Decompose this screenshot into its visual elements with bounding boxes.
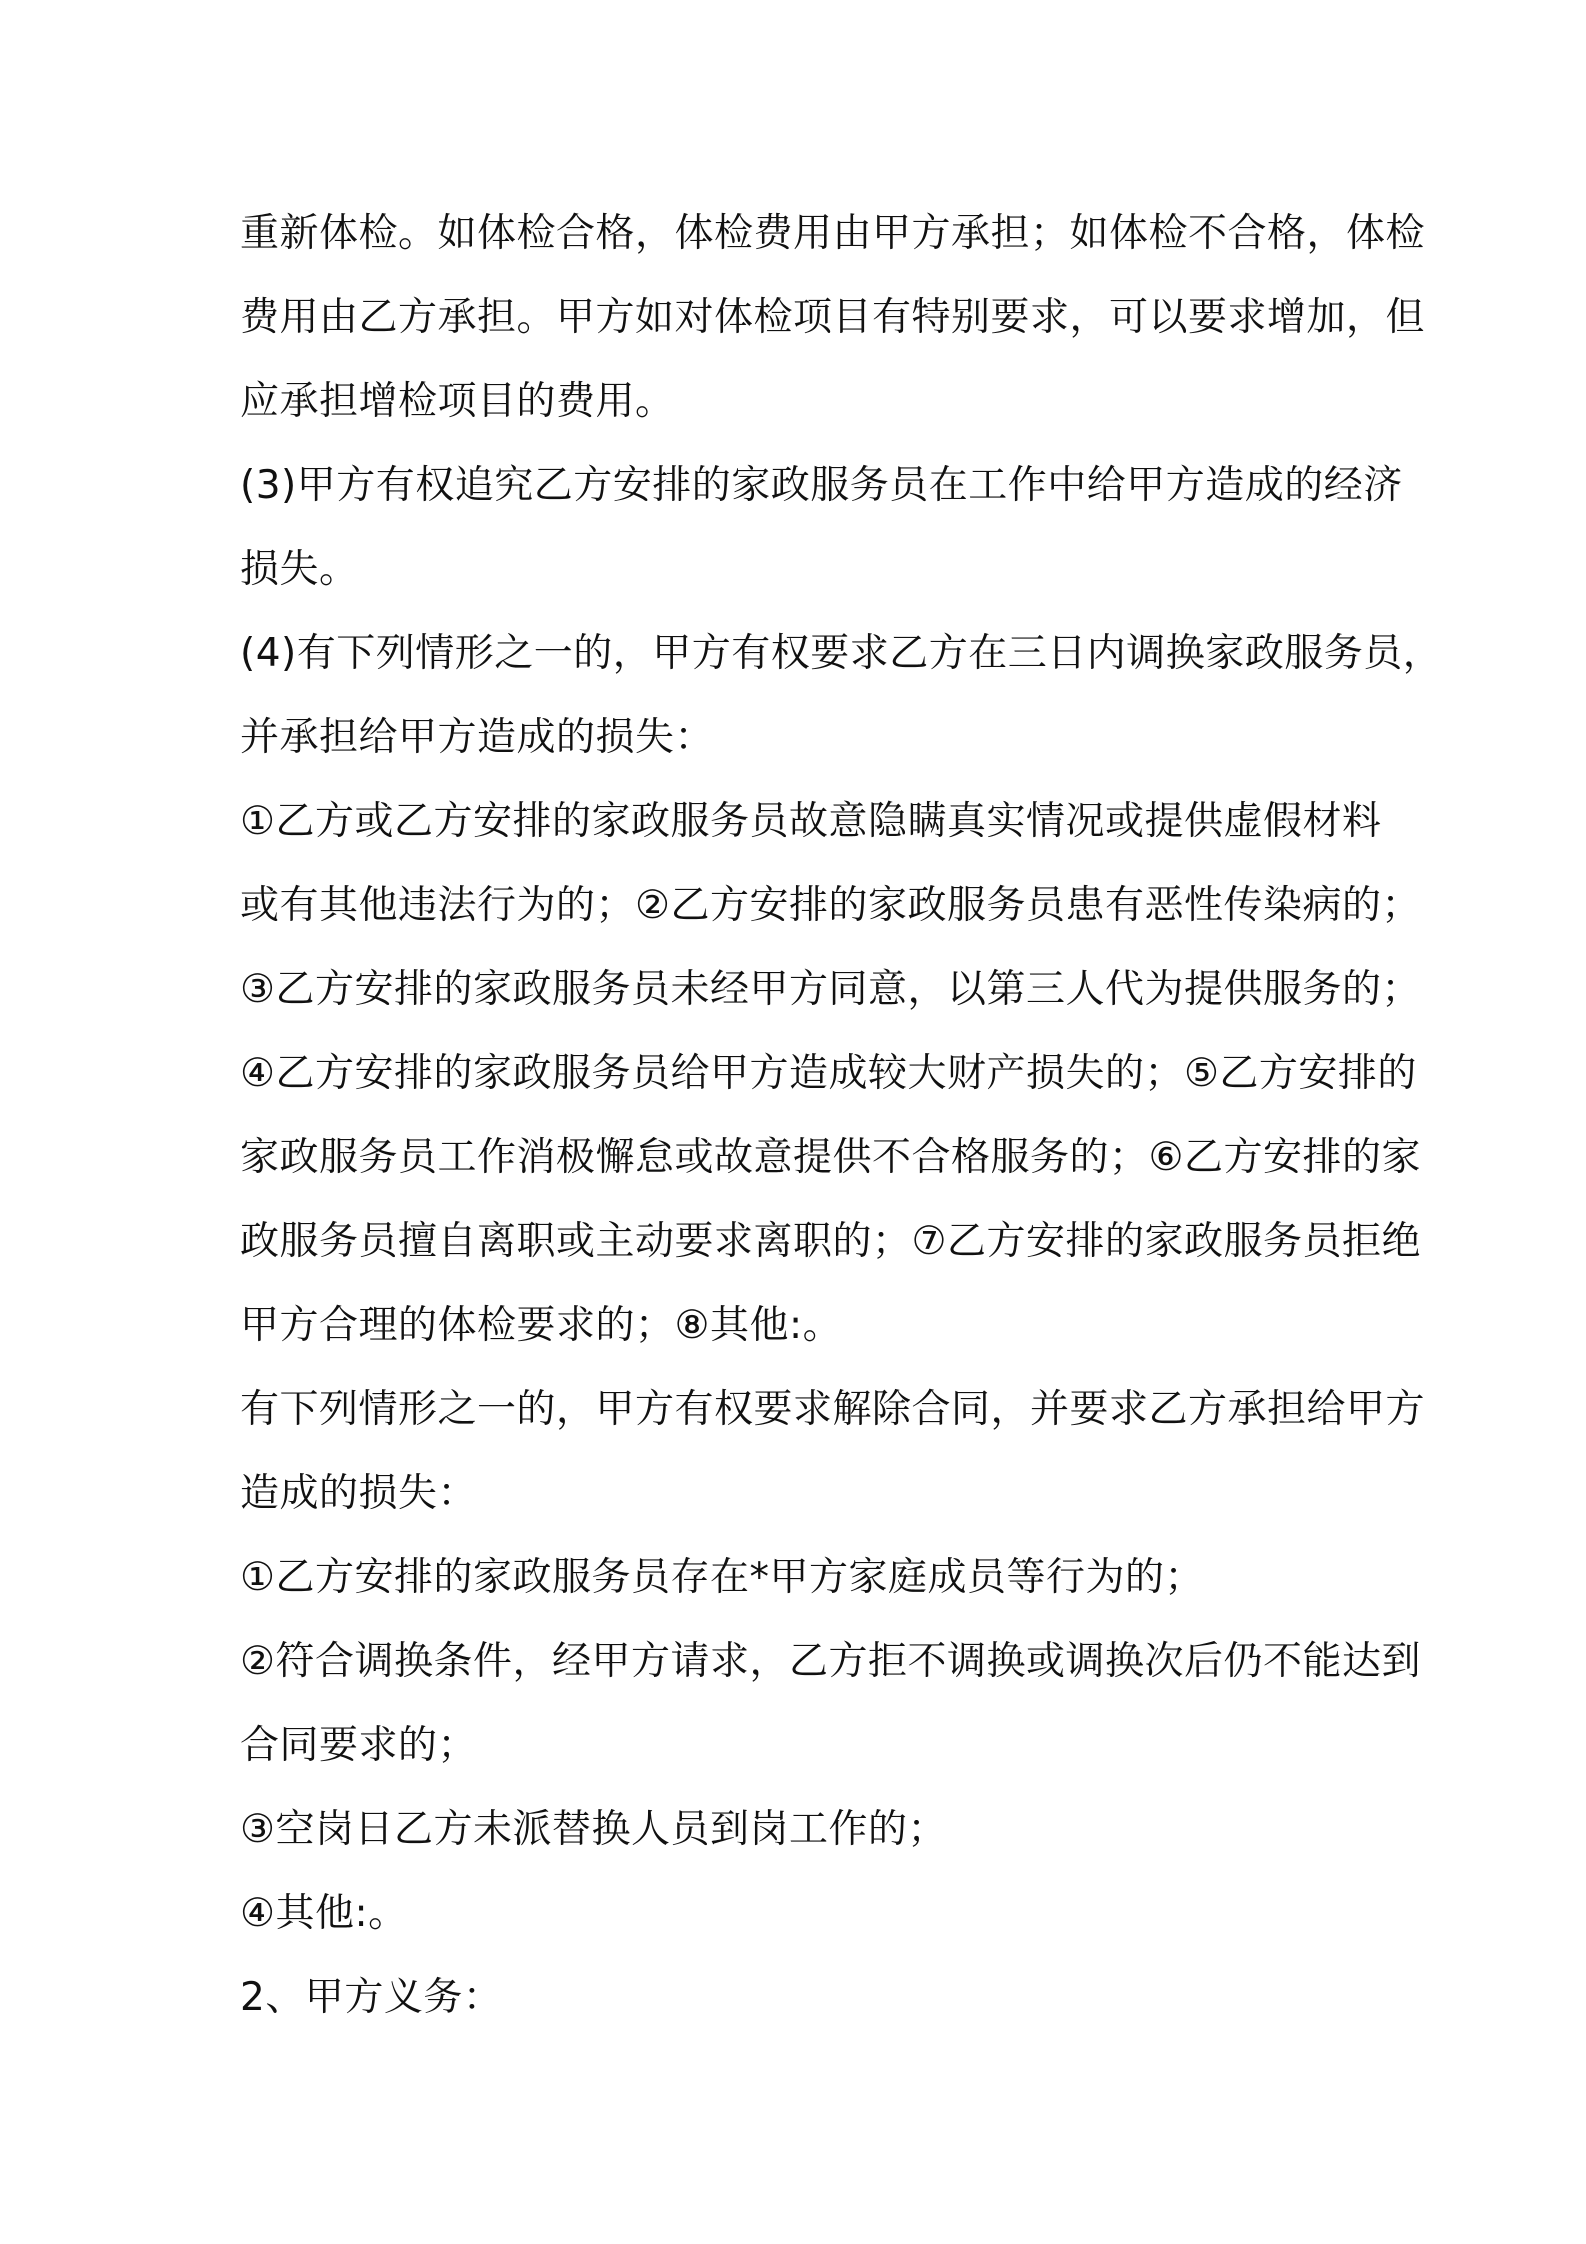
text-line: 合同要求的； bbox=[240, 1723, 478, 1768]
document-body bbox=[240, 192, 1443, 2040]
text-line: 甲方合理的体检要求的；⑧其他:。 bbox=[240, 1303, 843, 1348]
text-line: (4)有下列情形之一的，甲方有权要求乙方在三日内调换家政服务员， bbox=[240, 631, 1443, 676]
text-line: ②符合调换条件，经甲方请求，乙方拒不调换或调换次后仍不能达到 bbox=[240, 1639, 1421, 1684]
text-line: ④乙方安排的家政服务员给甲方造成较大财产损失的；⑤乙方安排的 bbox=[240, 1051, 1417, 1096]
text-line: 或有其他违法行为的；②乙方安排的家政服务员患有恶性传染病的； bbox=[240, 883, 1421, 928]
text-line: (3)甲方有权追究乙方安排的家政服务员在工作中给甲方造成的经济 bbox=[240, 463, 1403, 508]
text-line: 应承担增检项目的费用。 bbox=[240, 379, 675, 424]
text-line: ③空岗日乙方未派替换人员到岗工作的； bbox=[240, 1807, 947, 1852]
text-line: 并承担给甲方造成的损失： bbox=[240, 715, 715, 760]
text-line: 家政服务员工作消极懈怠或故意提供不合格服务的；⑥乙方安排的家 bbox=[240, 1135, 1421, 1180]
text-line: 2、甲方义务： bbox=[240, 1975, 503, 2020]
text-line: ④其他:。 bbox=[240, 1891, 408, 1936]
text-line: ①乙方安排的家政服务员存在*甲方家庭成员等行为的； bbox=[240, 1555, 1204, 1600]
text-line: 造成的损失： bbox=[240, 1471, 478, 1516]
text-line: 政服务员擅自离职或主动要求离职的；⑦乙方安排的家政服务员拒绝 bbox=[240, 1219, 1421, 1264]
text-line: 重新体检。如体检合格，体检费用由甲方承担；如体检不合格，体检 bbox=[240, 211, 1426, 256]
text-line: 有下列情形之一的，甲方有权要求解除合同，并要求乙方承担给甲方 bbox=[240, 1387, 1426, 1432]
text-line: ③乙方安排的家政服务员未经甲方同意，以第三人代为提供服务的； bbox=[240, 967, 1421, 1012]
text-line: 损失。 bbox=[240, 547, 359, 592]
text-line: 费用由乙方承担。甲方如对体检项目有特别要求，可以要求增加，但 bbox=[240, 295, 1426, 340]
text-line: ①乙方或乙方安排的家政服务员故意隐瞒真实情况或提供虚假材料 bbox=[240, 799, 1382, 844]
